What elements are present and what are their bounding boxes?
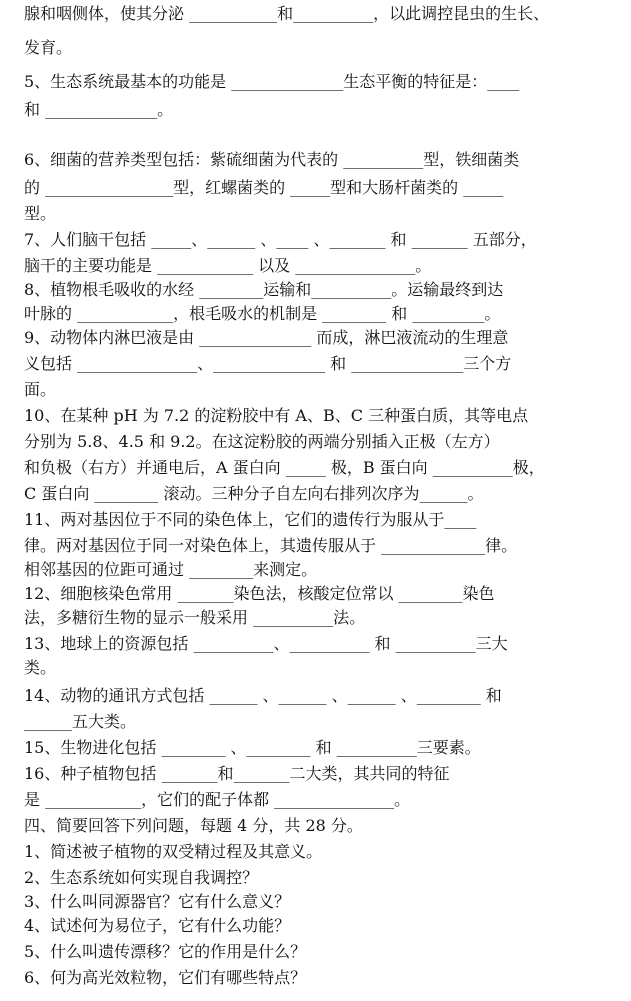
text-line: 16、种子植物包括 _______和_______二大类，其共同的特征 <box>24 764 450 783</box>
text-line: 发育。 <box>24 38 73 57</box>
text-line: 6、何为高光效粒物，它们有哪些特点？ <box>24 968 307 987</box>
text-line: 义包括 _______________、______________ 和 ______________三个方 <box>24 354 512 373</box>
text-line: 5、什么叫遗传漂移？它的作用是什么？ <box>24 942 307 961</box>
text-line: 和负极（右方）并通电后，A 蛋白向 _____ 极，B 蛋白向 __________极， <box>24 458 545 477</box>
text-line: 8、植物根毛吸收的水经 ________运输和__________。运输最终到达 <box>24 280 504 299</box>
text-line: 分别为 5.8、4.5 和 9.2。在这淀粉胶的两端分别插入正极（左方） <box>24 432 500 451</box>
text-line: 四、简要回答下列问题，每题 4 分，共 28 分。 <box>24 816 363 835</box>
text-line: 6、细菌的营养类型包括：紫硫细菌为代表的 __________型，铁细菌类 <box>24 150 520 169</box>
text-line: C 蛋白向 ________ 滚动。三种分子自左向右排列次序为______。 <box>24 484 484 503</box>
text-line: 4、试述何为易位子，它有什么功能？ <box>24 916 291 935</box>
text-line: 面。 <box>24 380 57 399</box>
text-line: 10、在某种 pH 为 7.2 的淀粉胶中有 A、B、C 三种蛋白质，其等电点 <box>24 406 529 425</box>
text-line: 叶脉的 ____________，根毛吸水的机制是 ________ 和 _________。 <box>24 304 501 323</box>
text-line: 和 ______________。 <box>24 100 174 119</box>
text-line: 14、动物的通讯方式包括 ______ 、______ 、______ 、________ 和 <box>24 686 502 705</box>
text-line: 腺和咽侧体，使其分泌 ___________和__________，以此调控昆虫的生长、 <box>24 4 550 23</box>
text-line: 15、生物进化包括 ________ 、________ 和 __________三要素。 <box>24 738 481 757</box>
text-line: 12、细胞核染色常用 _______染色法，核酸定位常以 ________染色 <box>24 584 495 603</box>
text-line: 2、生态系统如何实现自我调控？ <box>24 868 259 887</box>
text-line: ______五大类。 <box>24 712 137 731</box>
text-line: 7、人们脑干包括 _____、______ 、____ 、_______ 和 _______ 五部分， <box>24 230 537 249</box>
text-line: 1、简述被子植物的双受精过程及其意义。 <box>24 842 323 861</box>
text-line: 相邻基因的位距可通过 ________来测定。 <box>24 560 318 579</box>
text-line: 13、地球上的资源包括 __________、__________ 和 __________三大 <box>24 634 508 653</box>
text-line: 11、两对基因位于不同的染色体上，它们的遗传行为服从于____ <box>24 510 477 529</box>
text-line: 的 ________________型，红螺菌类的 _____型和大肠杆菌类的 _____ <box>24 178 504 197</box>
text-line: 律。两对基因位于同一对染色体上，其遗传服从于 _____________律。 <box>24 536 518 555</box>
text-line: 是 ____________，它们的配子体都 _______________。 <box>24 790 411 809</box>
text-line: 类。 <box>24 658 57 677</box>
text-line: 型。 <box>24 204 57 223</box>
text-line: 5、生态系统最基本的功能是 ______________生态平衡的特征是：____ <box>24 72 520 91</box>
text-line: 9、动物体内淋巴液是由 ______________ 而成，淋巴液流动的生理意 <box>24 328 509 347</box>
text-line: 3、什么叫同源器官？它有什么意义？ <box>24 892 291 911</box>
text-line: 脑干的主要功能是 ____________ 以及 _______________。 <box>24 256 432 275</box>
text-line: 法，多糖衍生物的显示一般采用 __________法。 <box>24 608 366 627</box>
